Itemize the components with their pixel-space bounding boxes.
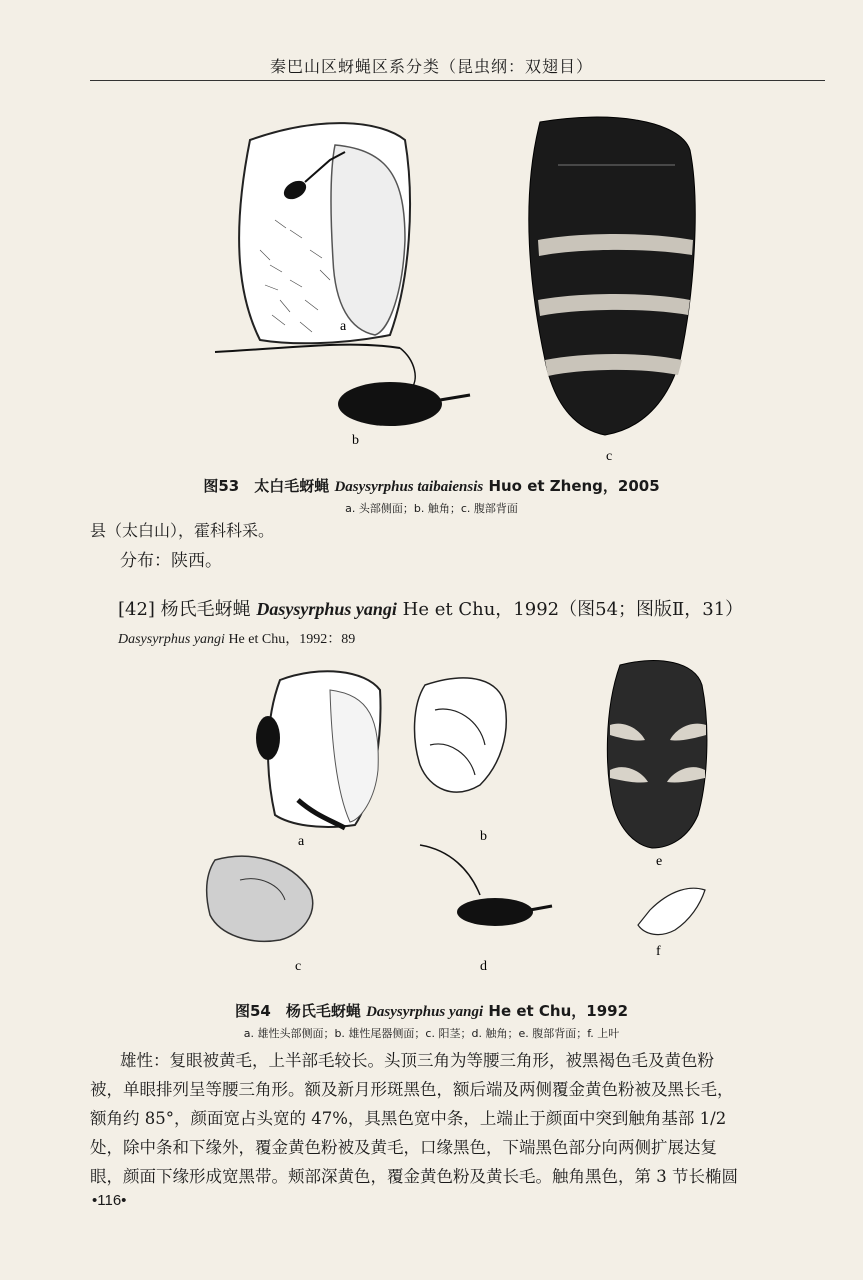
running-title: 秦巴山区蚜蝇区系分类（昆虫纲：双翅目） (269, 57, 593, 76)
figure-54b-genitalia (415, 678, 507, 792)
figure-53-caption: 图53 太白毛蚜蝇 Dasysyrphus taibaiensis Huo et Zheng，2005 (203, 477, 660, 495)
text-line-locality: 县（太白山），霍科科采。 (90, 521, 275, 540)
figure-54-label-f: f (656, 944, 661, 959)
figure-54-label-b: b (480, 829, 487, 844)
figure-54-caption: 图54 杨氏毛蚜蝇 Dasysyrphus yangi He et Chu，1992 (234, 1002, 629, 1020)
description-line-4: 处，除中条和下缘外，覆金黄色粉被及黄毛，口缘黑色，下端黑色部分向两侧扩展达复 (90, 1138, 717, 1157)
figure-53-subcaption: a. 头部侧面；b. 触角；c. 腹部背面 (345, 502, 518, 515)
text-line-distribution: 分布：陕西。 (120, 551, 222, 571)
figure-53-label-a: a (340, 319, 347, 334)
figure-53b-antenna (215, 345, 470, 426)
figure-54-label-e: e (656, 854, 663, 869)
species-heading: [42] 杨氏毛蚜蝇 Dasysyrphus yangi He et Chu，1992（图54；图版Ⅱ，31） (118, 599, 744, 620)
description-line-1: 雄性：复眼被黄毛，上半部毛较长。头顶三角为等腰三角形，被黑褐色毛及黄色粉 (120, 1051, 714, 1070)
description-paragraph (90, 1046, 825, 1191)
figure-54f-upper-lobe (638, 888, 705, 934)
figure-53 (90, 90, 825, 470)
figure-53-label-b: b (352, 433, 359, 448)
figure-54 (180, 650, 740, 985)
figure-53-label-c: c (606, 449, 613, 464)
description-line-2: 被，单眼排列呈等腰三角形。额及新月形斑黑色，额后端及两侧覆金黄色粉被及黑长毛， (90, 1080, 734, 1099)
figure-53a-head-lateral (239, 123, 410, 343)
figure-54-label-d: d (480, 959, 487, 974)
figure-54c-aedeagus (207, 856, 313, 941)
figure-54e-abdomen-dorsal (607, 661, 707, 848)
page-number: •116• (92, 1192, 127, 1209)
description-line-3: 额角约 85°，颜面宽占头宽的 47%，具黑色宽中条，上端止于颜面中突到触角基部 1/2 (90, 1109, 727, 1128)
figure-54-subcaption: a. 雄性头部侧面；b. 雄性尾器侧面；c. 阳茎；d. 触角；e. 腹部背面；f. 上叶 (243, 1027, 620, 1040)
header-rule (90, 80, 825, 81)
figure-54d-antenna (420, 845, 552, 926)
figure-53c-abdomen-dorsal (529, 117, 695, 435)
description-line-5: 眼，颜面下缘形成宽黑带。颊部深黄色，覆金黄色粉及黄长毛。触角黑色，第 3 节长椭圆 (90, 1167, 738, 1186)
figure-54-label-c: c (295, 959, 302, 974)
figure-54a-male-head (256, 671, 380, 828)
species-synonym: Dasysyrphus yangi He et Chu，1992：89 (118, 632, 356, 647)
figure-54-label-a: a (298, 834, 305, 849)
